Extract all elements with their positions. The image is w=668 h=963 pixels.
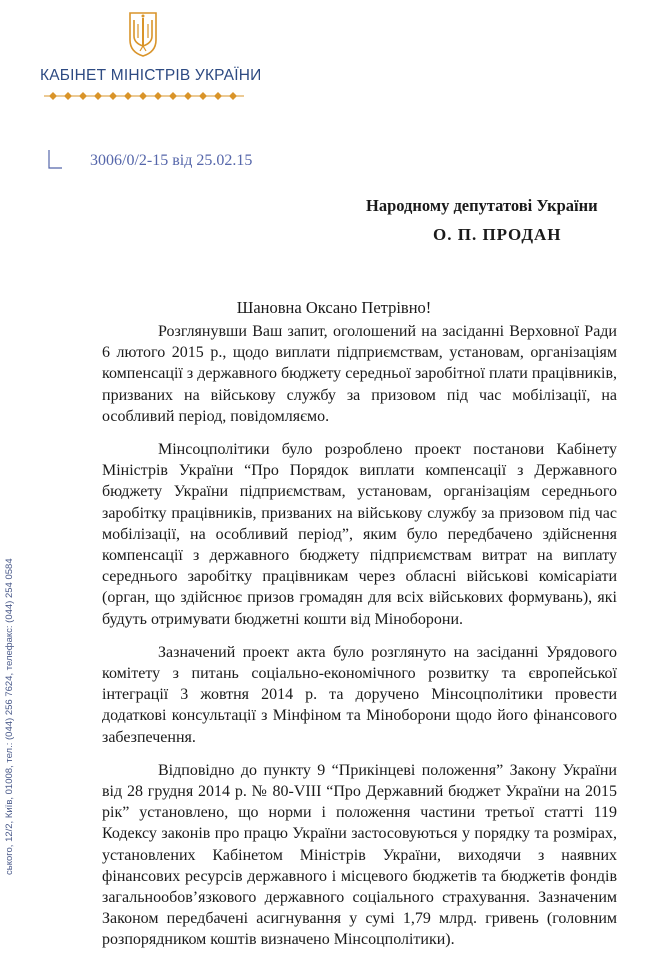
addressee-title: Народному депутатові України bbox=[366, 196, 598, 215]
paragraph: Зазначений проект акта було розглянуто на засіданні Урядового комітету з питань соціально-економічного розвитку та європейської інтеграції 3 жовтня 2014 р. та доручено Мінсоцполітики провести додаткові консультації з Мінфіном та Міноборони щодо його фінансового забезпечення. bbox=[102, 643, 617, 746]
paragraph: Розглянувши Ваш запит, оголошений на засіданні Верховної Ради 6 лютого 2015 р., щодо виплати підприємствам, установам, організаціям компенсації з державного бюджету середньої заробітної плати працівників, призваних на військову службу за призовом під час мобілізації, на особливий період, повідомляємо. bbox=[102, 323, 617, 425]
letter-body bbox=[102, 321, 617, 963]
trident-icon bbox=[127, 10, 159, 58]
organization-name: КАБІНЕТ МІНІСТРІВ УКРАЇНИ bbox=[40, 67, 262, 84]
salutation: Шановна Оксано Петрівно! bbox=[236, 298, 432, 317]
paragraph: Мінсоцполітики було розроблено проект постанови Кабінету Міністрів України “Про Порядок виплати компенсації з Державного бюджету України підприємствам, установам, організаціям середнього заробітку працівників, призваних на військову службу за призовом під час мобілізації, на особливий період”, яким було передбачено здійснення компенсації з державного бюджету підприємствам витрат на виплату середнього заробітку працівникам через обласні військові комісаріати (орган, що здійснює призов громадян для всіх військових формувань), які будуть отримувати бюджетні кошти від Міноборони. bbox=[102, 441, 617, 628]
ornament-band-icon bbox=[44, 88, 244, 98]
contact-side-note: ського, 12/2, Київ, 01008, тел.: (044) 256 7624, телефакс: (044) 254 0584 bbox=[4, 558, 15, 875]
paragraph: Відповідно до пункту 9 “Прикінцеві положення” Закону України від 28 грудня 2014 р. № 80-VIII “Про Державний бюджет України на 2015 рік” установлено, що норми і положення частини третьої статті 119 Кодексу законів про працю України застосовуються у порядку та розмірах, установлених Кабінетом Міністрів України, виходячи з наявних фінансових ресурсів державного і місцевого бюджетів та бюджетів фондів загальнообов’язкового державного соціального страхування. Зазначеним Законом передбачені асигнування у сумі 1,79 млрд. гривень (головним розпорядником коштів визначено Мінсоцполітики). bbox=[102, 761, 617, 949]
reference-number: 3006/0/2-15 від 25.02.15 bbox=[90, 152, 253, 169]
reference-corner-mark bbox=[48, 150, 62, 170]
addressee-name: О. П. ПРОДАН bbox=[433, 225, 562, 244]
